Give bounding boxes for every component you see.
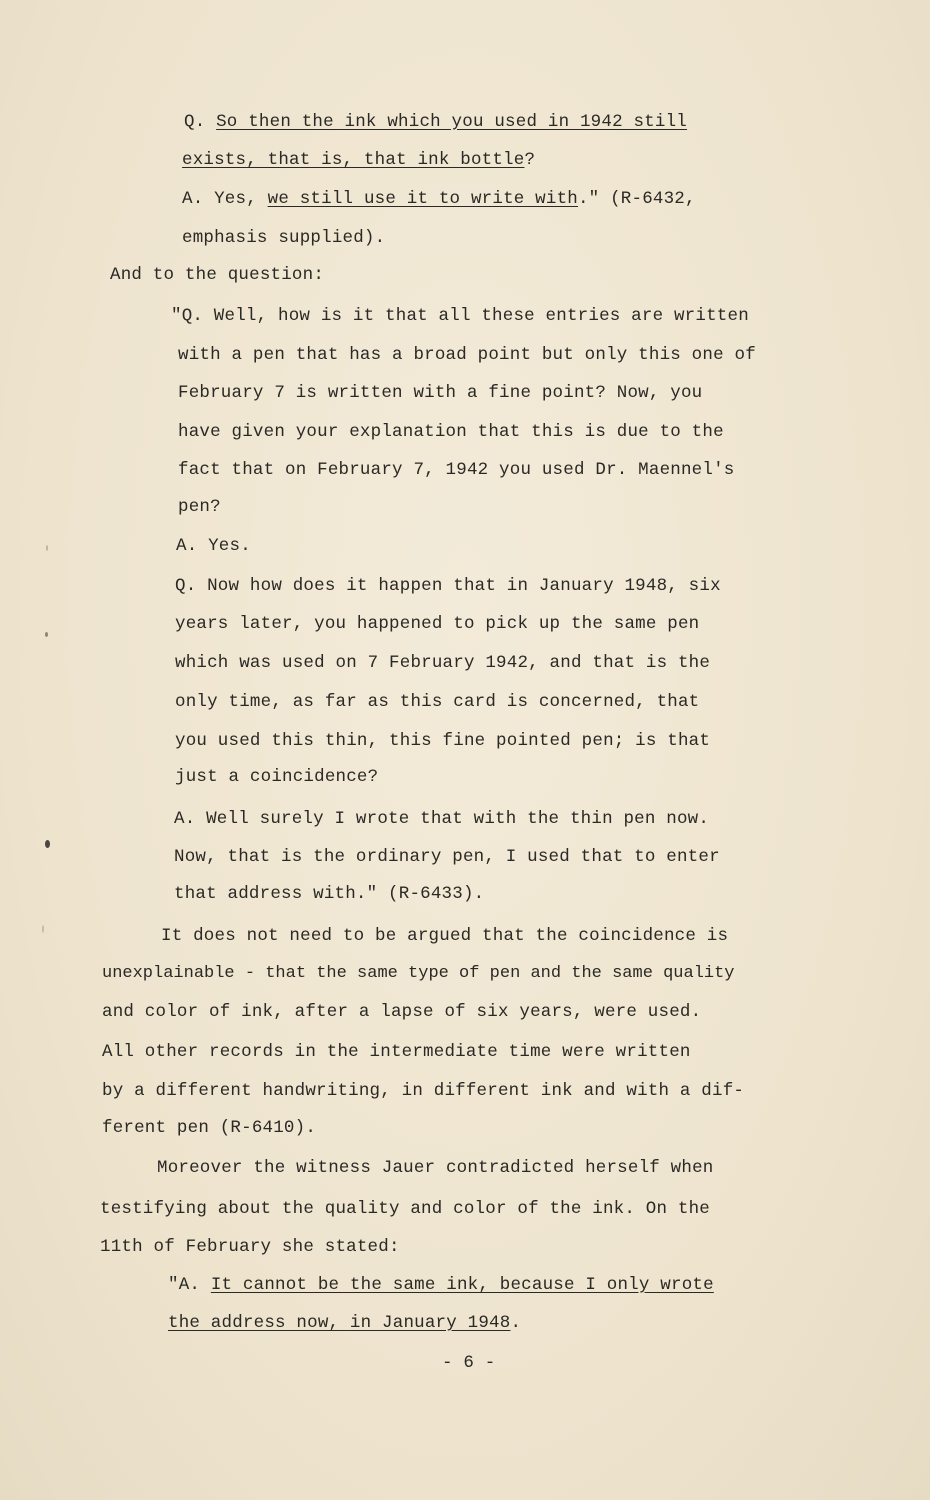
- text-line-29: testifying about the quality and color of the ink. On the: [100, 1199, 710, 1219]
- punch-mark: [45, 840, 50, 848]
- text-line-10: fact that on February 7, 1942 you used Dr. Maennel's: [178, 460, 735, 480]
- text-line-7: with a pen that has a broad point but only this one of: [178, 345, 756, 365]
- text-line-19: A. Well surely I wrote that with the thin pen now.: [174, 809, 710, 829]
- text-line-18: just a coincidence?: [175, 767, 379, 787]
- text-line-17: you used this thin, this fine pointed pen; is that: [175, 731, 711, 751]
- speck-mark: [46, 545, 48, 551]
- text-line-2: exists, that is, that ink bottle?: [182, 150, 536, 170]
- text-line-4: emphasis supplied).: [182, 228, 386, 248]
- text-line-20: Now, that is the ordinary pen, I used that to enter: [174, 847, 720, 867]
- text-line-24: and color of ink, after a lapse of six years, were used.: [102, 1002, 702, 1022]
- text-line-13: Q. Now how does it happen that in January 1948, six: [175, 576, 721, 596]
- page-number: - 6 -: [442, 1353, 496, 1373]
- text-line-25: All other records in the intermediate time were written: [102, 1042, 691, 1062]
- text-line-28: Moreover the witness Jauer contradicted herself when: [157, 1158, 714, 1178]
- text-line-9: have given your explanation that this is due to the: [178, 422, 724, 442]
- text-line-32: the address now, in January 1948.: [168, 1313, 522, 1333]
- text-line-21: that address with." (R-6433).: [174, 884, 485, 904]
- text-line-31: "A. It cannot be the same ink, because I only wrote: [168, 1275, 714, 1295]
- text-line-26: by a different handwriting, in different ink and with a dif-: [102, 1081, 745, 1101]
- text-line-30: 11th of February she stated:: [100, 1237, 400, 1257]
- text-line-3: A. Yes, we still use it to write with." (R-6432,: [182, 189, 696, 209]
- text-line-5: And to the question:: [110, 265, 325, 285]
- speck-mark: [42, 925, 44, 933]
- text-line-16: only time, as far as this card is concerned, that: [175, 692, 700, 712]
- text-line-22: It does not need to be argued that the coincidence is: [161, 926, 729, 946]
- speck-mark: [45, 632, 48, 637]
- text-line-8: February 7 is written with a fine point? Now, you: [178, 383, 703, 403]
- text-line-11: pen?: [178, 497, 221, 517]
- text-line-23: unexplainable - that the same type of pen and the same quality: [102, 964, 735, 983]
- text-line-15: which was used on 7 February 1942, and that is the: [175, 653, 711, 673]
- text-line-27: ferent pen (R-6410).: [102, 1118, 317, 1138]
- text-line-12: A. Yes.: [176, 536, 251, 556]
- text-line-1: Q. So then the ink which you used in 1942 still: [184, 112, 687, 132]
- text-line-14: years later, you happened to pick up the same pen: [175, 614, 700, 634]
- text-line-6: "Q. Well, how is it that all these entries are written: [171, 306, 749, 326]
